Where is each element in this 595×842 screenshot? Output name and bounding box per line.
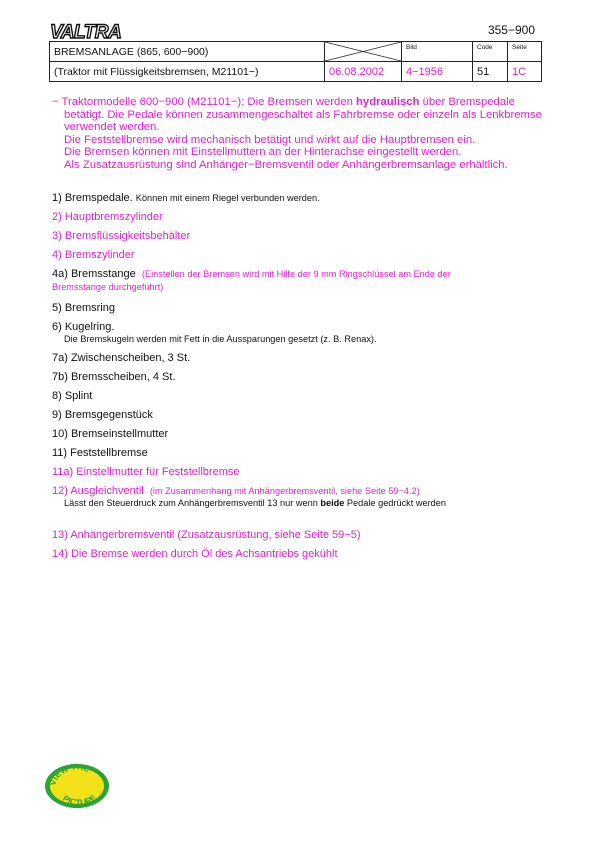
list-item: 7b) Bremsscheiben, 4 St. <box>52 371 176 383</box>
badge-text-line1: VIEW THE <box>47 763 91 787</box>
list-item: 7a) Zwischenscheiben, 3 St. <box>52 352 191 364</box>
list-item-note: Bremsstange durchgeführt) <box>52 282 164 292</box>
bild-value: 4−1956 <box>402 62 473 82</box>
intro-paragraph-optional: Als Zusatzausrüstung sind Anhänger−Bremsventil oder Anhängerbremsanlage erhältlich. <box>64 158 508 171</box>
list-item: 10) Bremseinstellmutter <box>52 428 169 440</box>
list-item: 13) Anhängerbremsventil (Zusatzausrüstung, siehe Seite 59−5) <box>52 529 361 541</box>
list-item: 12) Ausgleichventil (im Zusammenhang mit Anhängerbremsventil, siehe Seite 59−4.2) <box>52 485 420 497</box>
bild-label: Bild <box>402 42 473 62</box>
doc-title-line1: BREMSANLAGE (865, 600−900) <box>50 42 325 62</box>
seite-value: 1C <box>508 62 542 82</box>
list-item: 8) Splint <box>52 390 93 402</box>
list-item: 11) Feststellbremse <box>52 447 148 459</box>
code-label: Code <box>473 42 508 62</box>
cross-mark <box>325 42 401 61</box>
badge-text-line2: PICTURE <box>61 792 99 808</box>
list-item: 5) Bremsring <box>52 302 115 314</box>
list-item-note: Lässt den Steuerdruck zum Anhängerbremsventil 13 nur wenn beide Pedale gedrückt werden <box>64 498 447 508</box>
code-value: 51 <box>473 62 508 82</box>
list-item: 14) Die Bremse werden durch Öl des Achsantriebs gekühlt <box>52 548 338 560</box>
intro-bold-hydraulisch: hydraulisch <box>356 96 420 108</box>
doc-date: 06.08.2002 <box>325 62 402 82</box>
list-item: 4a) Bremsstange (Einstellen der Bremsen wird mit Hilfe der 9 mm Ringschlüssel am Ende der <box>52 268 451 280</box>
list-item: 3) Bremsflüssigkeitsbehälter <box>52 230 191 242</box>
view-the-picture-button[interactable] <box>44 763 110 809</box>
list-item-note: Die Bremskugeln werden mit Fett in die Aussparungen gesetzt (z. B. Renax). <box>64 334 377 344</box>
valtra-logo <box>49 21 129 41</box>
list-item: 2) Hauptbremszylinder <box>52 211 163 223</box>
intro-paragraph-adjust: Die Bremsen können mit Einstellmuttern an der Hinterachse eingestellt werden. <box>64 146 462 159</box>
list-item: 6) Kugelring. <box>52 321 115 333</box>
intro-text <box>52 96 552 172</box>
crossed-cell <box>325 42 402 62</box>
seite-label: Seite <box>508 42 542 62</box>
doc-title-line2: (Traktor mit Flüssigkeitsbremsen, M21101−) <box>50 62 325 82</box>
intro-paragraph-parking: Die Feststellbremse wird mechanisch betätigt und wirkt auf die Hauptbremsen ein. <box>64 133 476 146</box>
header-table <box>49 41 542 82</box>
document-number: 355−900 <box>487 23 535 37</box>
list-item: 9) Bremsgegenstück <box>52 409 153 421</box>
intro-paragraph-hydraulic: − Traktormodelle 600−900 (M21101−): Die Bremsen werden hydraulisch über Bremspedale betätigt. Die Pedale können zusammengeschaltet als Fahrbremse oder einzeln als Lenkbremse verwendet werden. <box>52 96 542 134</box>
list-item: 4) Bremszylinder <box>52 249 135 261</box>
list-item: 11a) Einstellmutter für Feststellbremse <box>52 466 240 478</box>
brand-text: VALTRA <box>50 22 122 41</box>
list-item: 1) Bremspedale. Können mit einem Riegel verbunden werden. <box>52 192 320 204</box>
